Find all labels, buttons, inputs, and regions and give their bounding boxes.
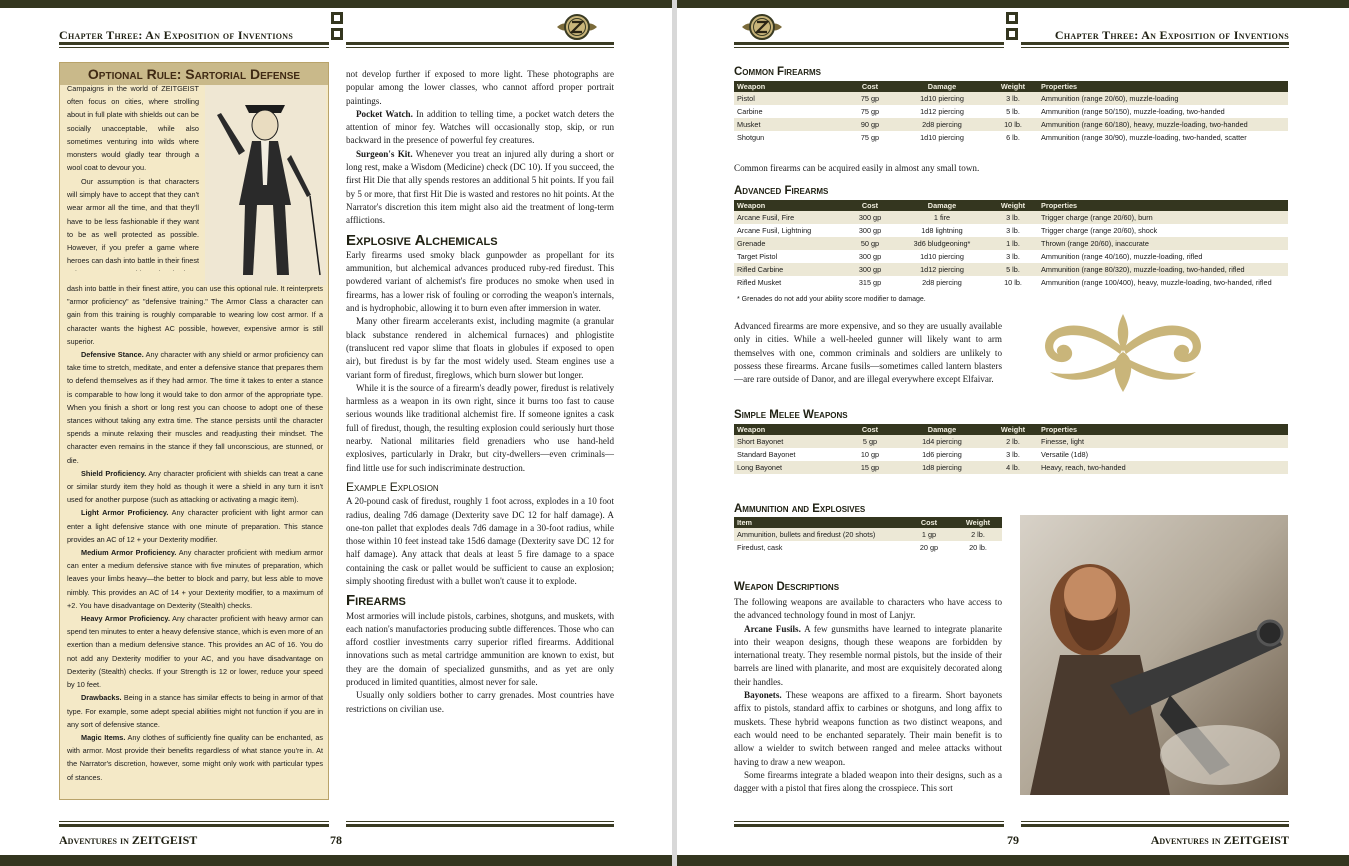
table-cell: Heavy, reach, two-handed [1038, 461, 1288, 474]
paragraph: Whenever you treat an injured ally during a short or long rest, make a Wisdom (Medicine) check (DC 10). If you succeed, the first Hit Die that ally spends restores an additional 5 hit points. If you fail by 5 or more, that first Hit Die is wasted and restores no hit points. At the Narrator's discretion this item might also aid the treatment of long-term afflictions. [346, 148, 614, 226]
table-cell: Thrown (range 20/60), inaccurate [1038, 237, 1288, 250]
table-cell: 15 gp [844, 461, 896, 474]
ammunition-title: Ammunition and Explosives [734, 503, 866, 515]
table-cell: 300 gp [844, 211, 896, 224]
table-cell: 2 lb. [954, 528, 1002, 541]
left-page-column [346, 68, 614, 716]
table-cell: 1d10 piercing [920, 133, 964, 142]
header-rule-thin [1021, 47, 1289, 48]
paragraph: These weapons are affixed to a firearm. Short bayonets affix to pistols, standard affix to carbines or shotguns, and long affix to muskets. These hybrid weapons function as two distinct weapons, and each would need to be enchanted separately. Their main benefit is to allow a wielder to switch between ranged and melee attacks without having to draw a new weapon. [734, 690, 1003, 767]
table-cell: 2 lb. [988, 435, 1038, 448]
top-bar [677, 0, 1349, 8]
table-cell: Pistol [734, 92, 844, 105]
sidebar-title: Optional Rule: Sartorial Defense [60, 63, 328, 85]
table-cell: 5 lb. [1006, 107, 1020, 116]
table-header-cell: Properties [1038, 81, 1288, 92]
medium-text: Any character proficient with medium armor can enter a medium defensive stance with five minutes of preparation, which leaves your limbs heavy—the better to block and parry, but less able to move nimbly. This provides an AC of 14 + your Dexterity modifier, to a maximum of +2. You have disadvantage on Dexterity (Stealth) checks. [67, 548, 324, 610]
paragraph: In addition to telling time, a pocket watch deters the attention of minor fey. Watches will occasionally stop, skip, or run backward in the presence of powerful fey creatures. [346, 108, 615, 146]
pocket-watch-label: Pocket Watch. [356, 108, 413, 119]
table-cell: 300 gp [858, 252, 882, 261]
page-number: 79 [1007, 833, 1019, 847]
table-header-cell: Damage [896, 81, 988, 92]
table-header-cell: Damage [896, 200, 988, 211]
table-cell: 4 lb. [988, 461, 1038, 474]
table-cell: 50 gp [844, 237, 896, 250]
footer-rule-thin [346, 821, 614, 822]
table-cell: 1d12 piercing [920, 107, 964, 116]
table-cell: 3 lb. [1006, 450, 1020, 459]
table-row [734, 224, 1288, 237]
table-cell: 1d4 piercing [896, 435, 988, 448]
table-header-cell: Item [734, 517, 904, 528]
bottom-bar [677, 855, 1349, 866]
footer-title: Adventures in ZEITGEIST [1150, 833, 1289, 847]
table-header-row [734, 81, 1288, 92]
bottom-bar [0, 855, 672, 866]
running-head: Chapter Three: An Exposition of Inventions [59, 28, 294, 42]
table-header-cell: Weight [988, 200, 1038, 211]
table-cell: Ammunition (range 80/320), muzzle-loading, two-handed, rifled [1038, 263, 1288, 276]
paragraph: not develop further if exposed to more light. These photographs are popular among the lower classes, who cannot afford proper portrait paintings. [346, 69, 614, 106]
dwarf-gunner-illustration [1020, 515, 1288, 795]
table-header-cell: Cost [844, 200, 896, 211]
weapon-descriptions-title: Weapon Descriptions [734, 581, 840, 593]
table-header-cell: Weight [988, 424, 1038, 435]
table-header-cell: Cost [844, 81, 896, 92]
sidebar-para: Our assumption is that characters will simply have to accept that they can't wear armor all the time, and that they'll have to be less fashionable if they want to be as well protected as possible. However, if you prefer a game where heroes can dash into battle in their finest [67, 177, 199, 266]
table-cell: Trigger charge (range 20/60), shock [1041, 226, 1158, 235]
table-row [734, 448, 1288, 461]
table-cell: Musket [734, 118, 844, 131]
table-row [734, 276, 1288, 289]
table-cell: Rifled Carbine [734, 263, 844, 276]
page-number: 78 [330, 833, 342, 847]
defensive-stance-label: Defensive Stance. [81, 350, 144, 360]
heading-example-explosion: Example Explosion [346, 479, 439, 494]
table-cell: Ammunition (range 40/160), muzzle-loading, rifled [1041, 252, 1203, 261]
medium-label: Medium Armor Proficiency. [81, 548, 177, 558]
magic-label: Magic Items. [81, 732, 126, 742]
paragraph: While it is the source of a firearm's deadly power, firedust is relatively harmless as a weapon in its own right, since it burns too fast to cause serious wounds like traditional alchemist fire. If someone ignites a cask full of firedust, though, the resulting explosion could seriously hurt those nearby. National militaries field grenadiers who use hand-held explosives, particularly in Drakr, but city-dwellers—even criminals—find little use for such indiscriminate destruction. [346, 382, 614, 473]
table-cell: 5 gp [844, 435, 896, 448]
table-header-cell: Damage [896, 424, 988, 435]
arcane-fusils-label: Arcane Fusils. [744, 623, 801, 634]
table-cell: 6 lb. [1006, 133, 1020, 142]
table-cell: 1d10 piercing [920, 252, 964, 261]
table-row [734, 131, 1288, 144]
table-row [734, 528, 1002, 541]
table-row [734, 461, 1288, 474]
table-cell: 10 lb. [988, 118, 1038, 131]
table-cell: Short Bayonet [734, 435, 844, 448]
common-firearms-table [734, 81, 1288, 144]
sidebar-intro [67, 82, 199, 174]
defensive-stance-text: Any character with any shield or armor proficiency can take time to stretch, meditate, and enter a defensive stance that prepares them to defend themselves as if they had armor. The time it takes to enter a stance is comparable to how long it would take to don armor of the appropriate type. When you finish a short or long rest you can choose to adopt one of these stances without taking any extra time. The stance persists until the character spends a minute relaxing their muscles and readjusting their mindset. The character even remains in the stance if they fall unconscious, are stunned, or die. [67, 350, 324, 465]
advanced-paragraph: Advanced firearms are more expensive, and so they are usually available only in cities. While a well-heeled gunner will likely want to arm themselves with one, common criminals and soldiers are unlikely to possess these firearms. Arcane fusils—sometimes called lantern blasters—are rare outside of Danor, and are illegal everywhere except Elfaivar. [734, 321, 1002, 385]
dandy-illustration [205, 85, 326, 285]
table-cell: 1d6 piercing [922, 450, 962, 459]
paragraph: Many other firearm accelerants exist, including magmite (a granular black substance rendered in alchemical furnaces) and phlogistite (translucent red vapor slime that floats in globules if exposed to open air), but firedust is by far the most widely used. Steam engines use a variant form of firedust, fireglows, which burn slower but longer. [346, 316, 614, 380]
table-cell: 75 gp [860, 107, 880, 116]
table-row [734, 541, 1002, 554]
table-cell: 1d12 piercing [896, 263, 988, 276]
advanced-firearms-title: Advanced Firearms [734, 185, 829, 197]
table-cell: Ammunition (range 50/150), muzzle-loading, two-handed [1041, 107, 1225, 116]
table-header-cell: Properties [1038, 424, 1288, 435]
table-cell: Ammunition (range 20/60), muzzle-loading [1038, 92, 1288, 105]
table-cell: 3 lb. [1006, 252, 1020, 261]
header-rule-thin [346, 47, 614, 48]
bayonets-label: Bayonets. [744, 690, 782, 701]
table-header-row [734, 200, 1288, 211]
shield-text: Any character proficient with shields can treat a cane or similar sturdy item they hold as though it were a shield in any turn it isn't used for another purpose (such as attacking or activating a magic item). [67, 468, 324, 505]
table-cell: Grenade [734, 237, 844, 250]
header-rule-thin [59, 47, 329, 48]
table-cell: 10 gp [860, 450, 880, 459]
table-header-cell: Weapon [734, 81, 844, 92]
table-header-cell: Weapon [734, 200, 844, 211]
simple-melee-table [734, 424, 1288, 474]
table-row [734, 263, 1288, 276]
table-cell: Ammunition, bullets and firedust (20 shots) [734, 528, 904, 541]
table-row [734, 92, 1288, 105]
table-cell: 75 gp [860, 133, 880, 142]
common-firearms-title: Common Firearms [734, 66, 821, 78]
header-rule [346, 42, 614, 45]
table-cell: Finesse, light [1038, 435, 1288, 448]
table-cell: 20 gp [919, 543, 939, 552]
table-cell: 3 lb. [1006, 226, 1020, 235]
table-header-cell: Weight [954, 517, 1002, 528]
drawbacks-text: Being in a stance has similar effects to being in armor of that type. For example, some adept special abilities might not function if you are in any sort of defensive stance. [67, 693, 323, 729]
table-header-cell: Cost [904, 517, 954, 528]
table-cell: Standard Bayonet [737, 450, 796, 459]
shield-label: Shield Proficiency. [81, 468, 147, 478]
table-header-row [734, 517, 1002, 528]
footer-rule-thin [734, 821, 1004, 822]
table-row [734, 237, 1288, 250]
sidebar-body [67, 282, 323, 784]
table-cell: Ammunition (range 30/90), muzzle-loading, two-handed, scatter [1041, 133, 1247, 142]
table-cell: 3 lb. [988, 211, 1038, 224]
table-cell: 10 lb. [1004, 278, 1022, 287]
table-row [734, 435, 1288, 448]
sidebar-continued: dash into battle in their finest attire, you can use this optional rule. It reinterprets "armor proficiency" as "defensive training." The Armor Class a character can gain from this training is roughly comparable to wearing low cost armor. If a character wants the highest AC possible, however, expensive armor is still superior. [67, 284, 323, 346]
table-header-cell: Weight [988, 81, 1038, 92]
table-cell: 1 gp [904, 528, 954, 541]
table-cell: Carbine [737, 107, 763, 116]
table-cell: 3 lb. [988, 92, 1038, 105]
square-ornaments [1004, 10, 1020, 44]
table-cell: Firedust, cask [737, 543, 783, 552]
table-cell: Rifled Musket [737, 278, 782, 287]
surgeon-kit-label: Surgeon's Kit. [356, 148, 413, 159]
heavy-label: Heavy Armor Proficiency. [81, 614, 170, 624]
table-row [734, 211, 1288, 224]
table-header-row [734, 424, 1288, 435]
table-header-cell: Weapon [734, 424, 844, 435]
table-cell: 1d8 lightning [921, 226, 963, 235]
paragraph: Some firearms integrate a bladed weapon into their designs, such as a dagger with a pistol that fires along the crosspiece. This sort [734, 769, 1002, 794]
table-cell: Ammunition (range 60/180), heavy, muzzle-loading, two-handed [1038, 118, 1288, 131]
paragraph: A 20-pound cask of firedust, roughly 1 foot across, explodes in a 10 foot radius, dealing 7d6 damage (Dexterity save DC 12 for half damage). A one-ton pallet that explodes deals 7d6 damage in a 30-foot radius, while those within 10 feet instead take 15d6 damage (Dexterity save DC 12 for half damage). Any attack that deals at least 5 fire damage to a space containing the cask or pallet would be sufficient to cause an explosion; simply shooting firedust with a bullet won't cause it to explode. [346, 496, 614, 586]
common-note: Common firearms can be acquired easily in almost any small town. [734, 163, 980, 173]
table-cell: Shotgun [737, 133, 765, 142]
table-cell: Ammunition (range 100/400), heavy, muzzle-loading, two-handed, rifled [1041, 278, 1272, 287]
flourish-ornament-icon [1032, 308, 1214, 396]
ammunition-table [734, 517, 1002, 554]
header-rule [734, 42, 1004, 45]
zeitgeist-logo-icon [555, 12, 599, 42]
table-cell: 1d8 piercing [896, 461, 988, 474]
table-cell: 2d8 piercing [896, 118, 988, 131]
footer-title: Adventures in ZEITGEIST [59, 833, 198, 847]
table-cell: 315 gp [858, 278, 882, 287]
grenade-footnote: * Grenades do not add your ability score modifier to damage. [737, 296, 926, 303]
table-cell: 5 lb. [988, 263, 1038, 276]
footer-rule [1021, 824, 1289, 827]
footer-rule-thin [1021, 821, 1289, 822]
square-ornaments [329, 10, 345, 44]
running-head: Chapter Three: An Exposition of Inventions [1054, 28, 1289, 42]
footer-rule [59, 824, 329, 827]
table-cell: Arcane Fusil, Fire [734, 211, 844, 224]
drawbacks-label: Drawbacks. [81, 693, 122, 703]
top-bar [0, 0, 672, 8]
table-cell: 2d8 piercing [922, 278, 962, 287]
footer-rule [734, 824, 1004, 827]
table-cell: Versatile (1d8) [1041, 450, 1089, 459]
magic-text: Any clothes of sufficiently fine quality can be enchanted, as with armor. Most provide their benefits regardless of what stance you're in. At the Narrator's discretion, however, some might only work with particular types of stances. [67, 732, 324, 782]
table-cell: Long Bayonet [734, 461, 844, 474]
table-header-cell: Cost [844, 424, 896, 435]
table-cell: 1 lb. [988, 237, 1038, 250]
heavy-text: Any character proficient with heavy armor can spend ten minutes to enter a heavy defensive stance, which is even more of an exertion than a medium defensive stance. This provides an AC of 16. You do not add any Dexterity modifier to your AC, and you have disadvantage on Dexterity (Stealth) checks. If your Strength is 12 or lower, reduce your speed by 10 feet. [67, 614, 323, 690]
table-cell: Target Pistol [737, 252, 778, 261]
heading-explosive-alchemicals: Explosive Alchemicals [346, 231, 498, 249]
sidebar-para2-top [67, 175, 199, 271]
table-cell: Trigger charge (range 20/60), burn [1038, 211, 1288, 224]
paragraph: Most armories will include pistols, carbines, shotguns, and muskets, with each nation's manufactories producing subtle differences. Those who can afford costlier investments carry superior rifled firearms. Additional innovations such as metal cartridge ammunition are known to exist, but they are the domain of specialized gunsmiths, and as yet are only produced in limited quantities, almost never for sale. [346, 610, 614, 688]
table-row [734, 118, 1288, 131]
paragraph: Early firearms used smoky black gunpowder as propellant for its ammunition, but alchemical advances produced ruby-red firedust. This powdered variant of alchemist's fire produces no smoke when used in firearms, has a lower risk of fouling or corroding the weapon's internals, and is hydrophobic, allowing it to burn even after immersion in water. [346, 249, 614, 314]
paragraph: Usually only soldiers bother to carry grenades. Most countries have restrictions on civilian use. [346, 690, 614, 714]
heading-firearms: Firearms [346, 592, 406, 610]
header-rule-thin [734, 47, 1004, 48]
footer-rule-thin [59, 821, 329, 822]
table-cell: Arcane Fusil, Lightning [737, 226, 812, 235]
table-header-cell: Properties [1038, 200, 1288, 211]
table-cell: 300 gp [844, 263, 896, 276]
zeitgeist-logo-icon [740, 12, 784, 42]
paragraph: The following weapons are available to characters who have access to the advanced technology found in most of Lanjyr. [734, 597, 1002, 621]
footer-rule [346, 824, 614, 827]
table-cell: 1d10 piercing [896, 92, 988, 105]
table-cell: 1 fire [896, 211, 988, 224]
paragraph: A few gunsmiths have learned to integrate planarite into their weapon designs, though these weapons are forbidden by international treaty. They resemble normal pistols, but the inside of their barrels are lined with planarite, and most are exquisitely decorated along their handles. [734, 623, 1003, 687]
table-cell: 3d6 bludgeoning* [896, 237, 988, 250]
left-page [0, 0, 672, 866]
sidebar-para: Campaigns in the world of ZEITGEIST often focus on cities, where strolling about in full plate with shields out can be socially unacceptable, while also sometimes venturing into wilds where monsters would gladly tear through a wool coat to devour you. [67, 84, 199, 173]
table-row [734, 105, 1288, 118]
table-cell: 75 gp [844, 92, 896, 105]
light-text: Any character proficient with light armor can enter a light defensive stance with one minute of preparation. This stance provides an AC of 12 + your Dexterity modifier. [67, 508, 324, 544]
weapon-descriptions-column [734, 596, 1002, 795]
simple-melee-title: Simple Melee Weapons [734, 409, 848, 421]
header-rule [59, 42, 329, 45]
advanced-firearms-table [734, 200, 1288, 289]
table-cell: 90 gp [844, 118, 896, 131]
light-label: Light Armor Proficiency. [81, 508, 169, 518]
table-row [734, 250, 1288, 263]
table-cell: 300 gp [858, 226, 882, 235]
table-cell: 20 lb. [969, 543, 987, 552]
